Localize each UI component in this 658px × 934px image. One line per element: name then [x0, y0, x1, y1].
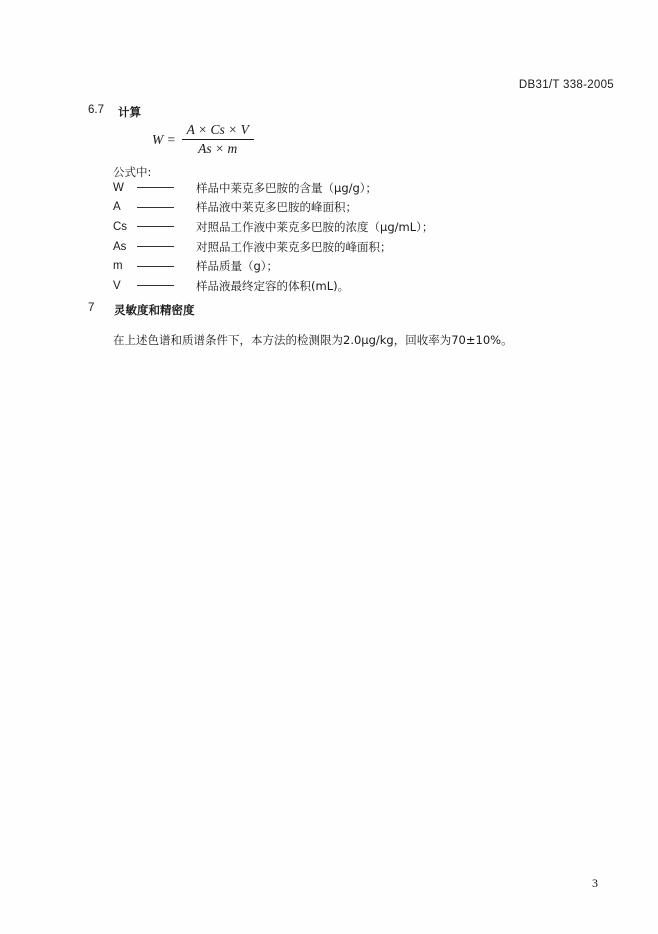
legend-row — [113, 217, 433, 237]
formula-lhs: W = — [152, 131, 176, 147]
formula-denominator: As × m — [198, 141, 238, 156]
variable-description: 对照品工作液中莱克多巴胺的浓度（μg/mL）； — [196, 219, 434, 234]
section-7-heading — [88, 302, 195, 318]
variable-symbol: A — [113, 201, 121, 214]
dash-separator — [137, 207, 174, 208]
section-number: 6.7 — [88, 104, 104, 116]
legend-row — [113, 276, 433, 296]
variable-description: 对照品工作液中莱克多巴胺的峰面积； — [196, 239, 392, 254]
section-title: 灵敏度和精密度 — [114, 303, 195, 317]
dash-separator — [137, 246, 174, 247]
where-label: 公式中: — [113, 165, 152, 179]
variable-description: 样品液中莱克多巴胺的峰面积； — [196, 200, 357, 215]
formula-fraction — [182, 122, 254, 157]
sensitivity-paragraph: 在上述色谱和质谱条件下，本方法的检测限为2.0μg/kg，回收率为70±10%。 — [113, 333, 513, 347]
variable-symbol: As — [113, 240, 127, 253]
dash-separator — [137, 226, 174, 227]
formula-numerator: A × Cs × V — [186, 122, 249, 137]
variable-symbol: m — [113, 260, 123, 273]
variable-description: 样品中莱克多巴胺的含量（μg/g）； — [196, 180, 378, 195]
section-title: 计算 — [118, 105, 141, 119]
page-number: 3 — [592, 876, 598, 890]
legend-row — [113, 256, 433, 276]
dash-separator — [137, 285, 174, 286]
dash-separator — [137, 266, 174, 267]
section-number: 7 — [88, 302, 95, 314]
standard-code: DB31/T 338-2005 — [518, 79, 614, 91]
variable-description: 样品质量（g）； — [196, 259, 279, 274]
section-6-7-heading — [88, 104, 141, 120]
variable-description: 样品液最终定容的体积(mL)。 — [196, 278, 350, 293]
dash-separator — [137, 187, 174, 188]
variable-legend — [113, 178, 433, 296]
variable-symbol: V — [113, 279, 121, 292]
variable-symbol: W — [113, 181, 124, 194]
legend-row — [113, 198, 433, 218]
variable-symbol: Cs — [113, 220, 128, 233]
legend-row — [113, 178, 433, 198]
legend-row — [113, 237, 433, 257]
calculation-formula — [152, 122, 254, 157]
